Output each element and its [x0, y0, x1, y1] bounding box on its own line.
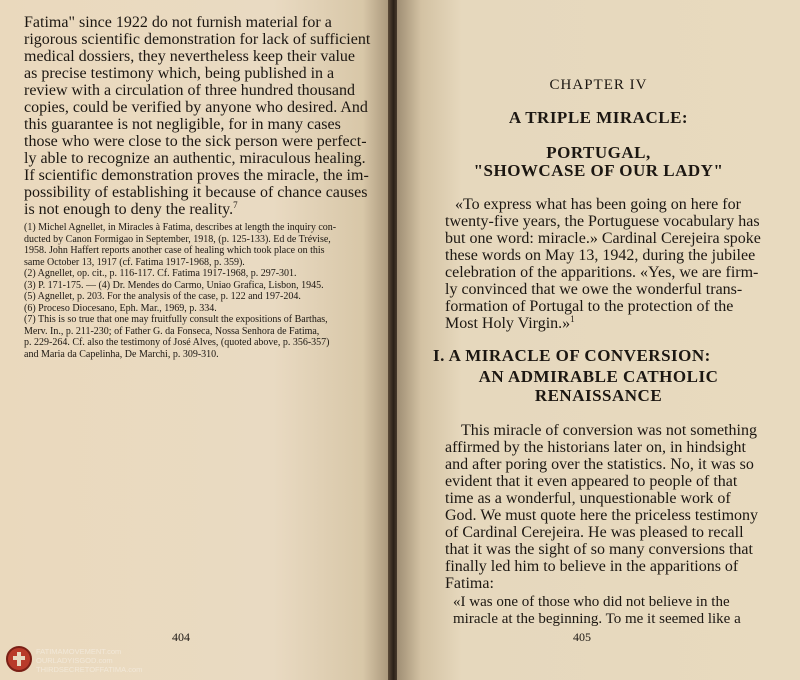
right-page [397, 0, 800, 680]
body-line: of Cardinal Cerejeira. He was pleased to recall [445, 524, 744, 541]
footnote-line: (5) Agnellet, p. 203. For the analysis of the case, p. 122 and 197-204. [24, 291, 301, 302]
body-line-last [24, 201, 366, 218]
left-body-text [24, 14, 371, 218]
paragraph-1 [445, 196, 775, 332]
body-line: «To express what has been going on here for [455, 196, 741, 213]
body-line: these words on May 13, 1942, during the jubilee [445, 247, 756, 264]
footnote-line: (2) Agnellet, op. cit., p. 116-117. Cf. Fatima 1917-1968, p. 297-301. [24, 268, 297, 279]
section-heading-line1: I. A MIRACLE OF CONVERSION: [433, 346, 711, 365]
body-line: celebration of the apparitions. «Yes, we are firm- [445, 264, 759, 281]
chapter-title-line2: PORTUGAL, [546, 143, 651, 162]
footnote-ref: 1 [570, 314, 575, 324]
body-line: God. We must quote here the priceless testimony [445, 507, 759, 524]
logo-text [36, 647, 142, 674]
chapter-title-line1: A TRIPLE MIRACLE: [508, 108, 689, 127]
body-line-last [445, 315, 775, 332]
footnote-line: (6) Proceso Diocesano, Eph. Mar., 1969, p. 334. [24, 302, 217, 314]
logo-line: THIRDSECRETOFFATIMA.com [36, 665, 143, 674]
footnote-line: (1) Michel Agnellet, in Miracles à Fatima, describes at length the inquiry con- [24, 222, 337, 233]
body-line: and after poring over the statistics. No, it was so [445, 456, 754, 473]
seal-icon [6, 646, 32, 672]
footnote-line: ducted by Canon Formigao in September, 1918, (p. 125-133). Ed de Trévise, [24, 233, 331, 245]
body-line: review with a circulation of three hundred thousand [24, 82, 355, 99]
body-line: finally led him to believe in the apparitions of [445, 558, 739, 575]
body-line: Fatima" since 1922 do not furnish material for a [24, 14, 332, 31]
footnote-line: and Maria da Capelinha, De Marchi, p. 309-310. [24, 348, 219, 360]
body-line: ly able to recognize an authentic, miraculous healing. [24, 150, 366, 167]
footnote-line: (7) This is so true that one may fruitfully consult the expositions of Barthas, [24, 314, 328, 325]
body-line: as precise testimony which, being published in a [24, 65, 335, 82]
body-line: medical dossiers, they nevertheless keep their value [24, 48, 355, 65]
body-line: copies, could be verified by anyone who desired. And [24, 99, 368, 116]
chapter-title-line3: "SHOWCASE OF OUR LADY" [473, 161, 724, 180]
page-number-left: 404 [172, 630, 190, 644]
body-line: time as a wonderful, unquestionable work of [445, 490, 731, 507]
body-line-text: is not enough to deny the reality. [24, 201, 234, 218]
body-line: affirmed by the historians later on, in hindsight [445, 439, 746, 456]
chapter-label: CHAPTER IV [549, 77, 648, 93]
page-number-right: 405 [573, 630, 591, 644]
body-line: This miracle of conversion was not something [461, 422, 757, 439]
body-line: ly convinced that we owe the wonderful trans- [445, 281, 743, 298]
quote-line: miracle at the beginning. To me it seemed like a [453, 611, 741, 627]
body-line: formation of Portugal to the protection of the [445, 298, 734, 315]
body-line: possibility of establishing it because of chance causes [24, 184, 368, 201]
body-line: that it was the sight of so many conversions that [445, 541, 753, 558]
section-heading-line3: RENAISSANCE [534, 386, 663, 405]
section-heading-line2: AN ADMIRABLE CATHOLIC [478, 367, 719, 386]
body-line: If scientific demonstration proves the miracle, the im- [24, 167, 369, 184]
body-line: but one word: miracle.» Cardinal Cerejeira spoke [445, 230, 761, 247]
body-line-text: Most Holy Virgin.» [445, 315, 571, 332]
footnote-line: Merv. In., p. 211-230; of Father G. da Fonseca, Nossa Senhora de Fatima, [24, 325, 320, 337]
footnotes [24, 222, 366, 360]
body-line: rigorous scientific demonstration for lack of sufficient [24, 31, 371, 48]
body-line: this guarantee is not negligible, for in many cases [24, 116, 341, 133]
footnote-line: same October 13, 1917 (cf. Fatima 1917-1968, p. 359). [24, 256, 245, 268]
site-logo[interactable] [4, 644, 164, 678]
footnote-line: p. 229-264. Cf. also the testimony of José Alves, (quoted above, p. 356-357) [24, 337, 330, 348]
body-line: Fatima: [445, 575, 494, 592]
footnote-line: 1958. John Haffert reports another case of healing which took place on this [24, 245, 325, 256]
quote-line: «I was one of those who did not believe in the [453, 594, 730, 610]
paragraph-2 [445, 422, 775, 592]
left-page [0, 0, 390, 680]
footnote-ref: 7 [233, 200, 238, 210]
logo-line: FATIMAMOVEMENT.com [36, 647, 122, 656]
footnote-line: (3) P. 171-175. — (4) Dr. Mendes do Carmo, Uniao Grafica, Lisbon, 1945. [24, 279, 324, 291]
body-line: those who were close to the sick person were perfect- [24, 133, 367, 150]
block-quote [453, 594, 775, 628]
body-line: evident that it even appeared to people of that [445, 473, 738, 490]
body-line: twenty-five years, the Portuguese vocabulary has [445, 213, 760, 230]
logo-line: OURLADYISGOD.com [36, 656, 113, 665]
